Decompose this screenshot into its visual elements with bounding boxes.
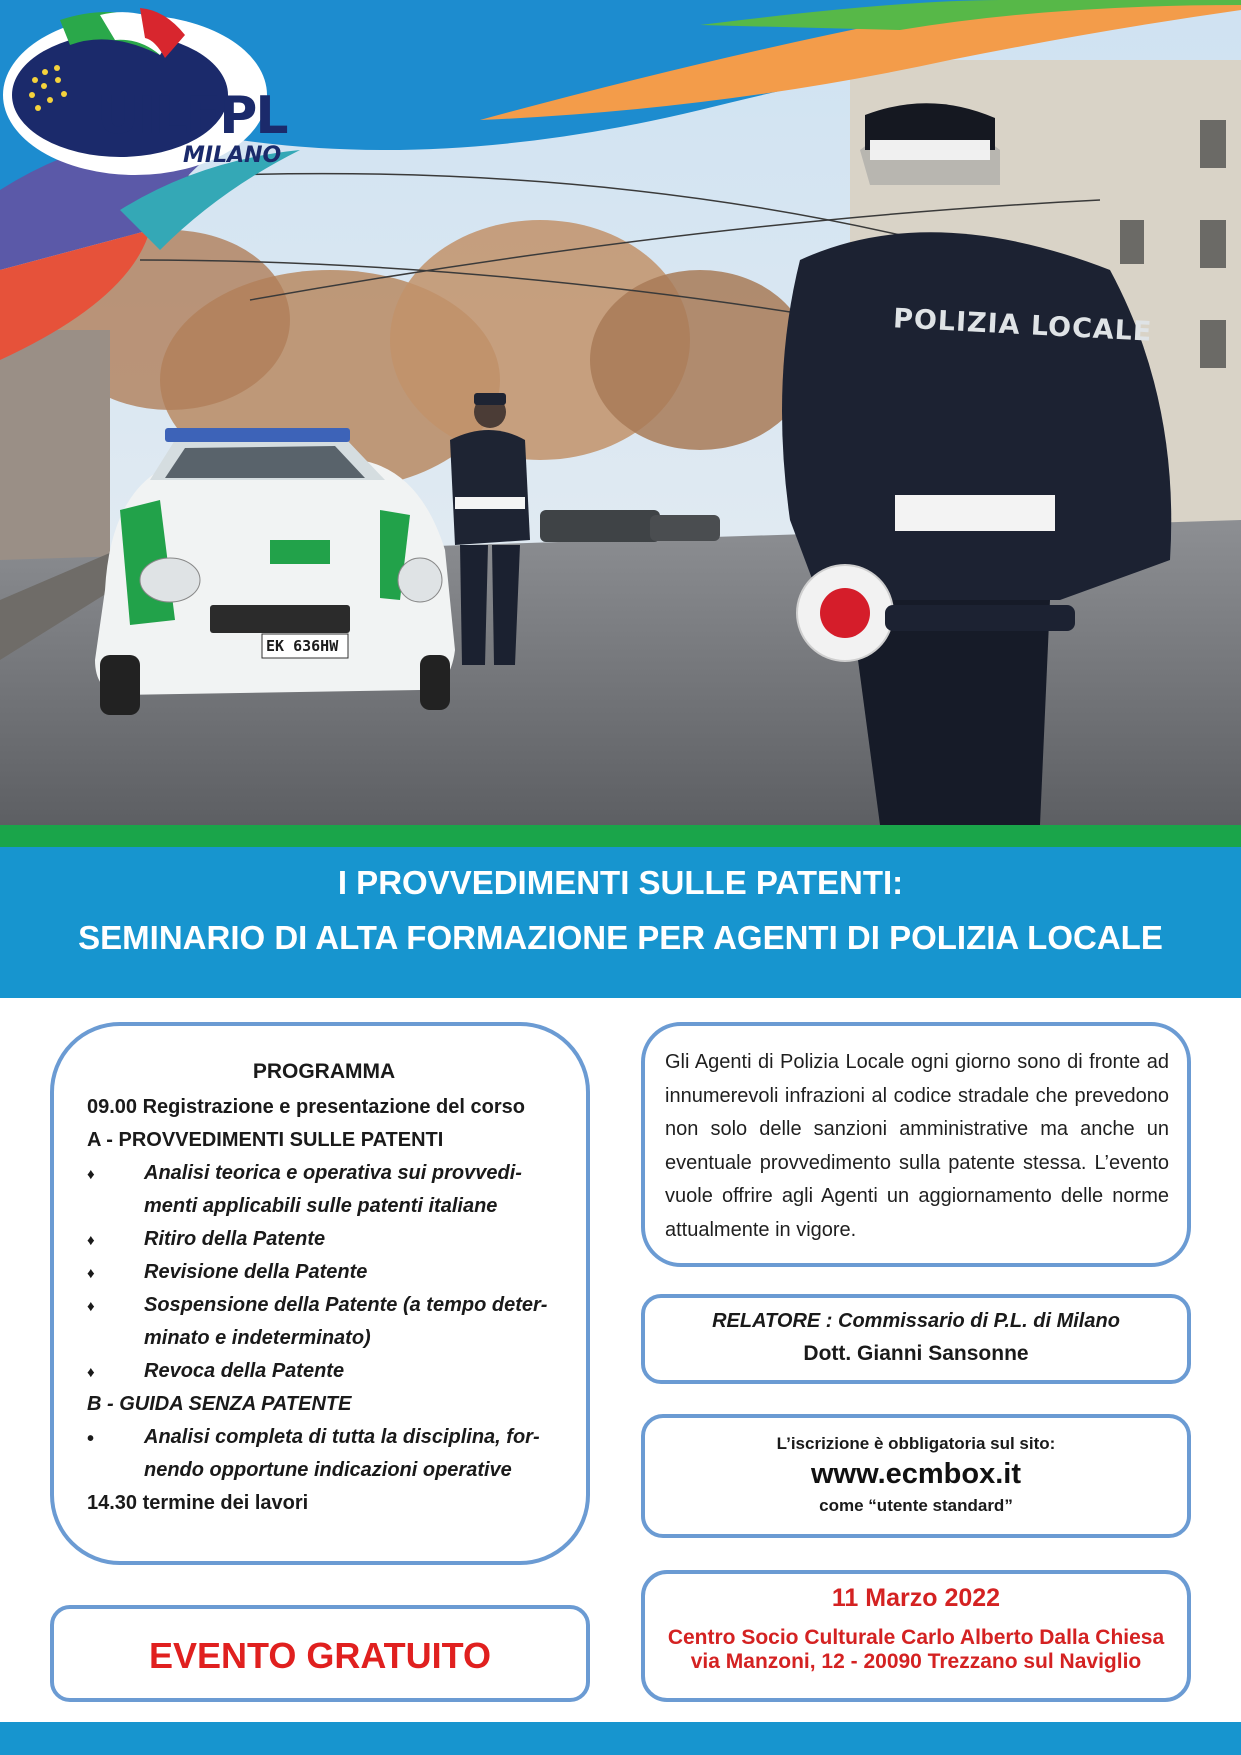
registration-user-type: come “utente standard” bbox=[819, 1496, 1013, 1515]
bullet-icon: ♦ bbox=[87, 1166, 95, 1183]
bottom-band bbox=[0, 1722, 1241, 1755]
program-section-b: B - GUIDA SENZA PATENTE bbox=[87, 1393, 352, 1415]
registration-note: L’iscrizione è obbligatoria sul sito: bbox=[776, 1434, 1056, 1453]
logo-name: UILFPL bbox=[97, 86, 287, 146]
program-item: Revisione della Patente bbox=[144, 1261, 368, 1283]
free-event-box bbox=[50, 1605, 590, 1702]
title-band bbox=[0, 847, 1241, 998]
program-item: Sospensione della Patente (a tempo deter- bbox=[144, 1294, 548, 1316]
bullet-dot-icon: • bbox=[87, 1428, 95, 1450]
bullet-icon: ♦ bbox=[87, 1265, 95, 1282]
registration-box bbox=[641, 1414, 1191, 1538]
program-item: Ritiro della Patente bbox=[144, 1228, 326, 1250]
event-box bbox=[641, 1570, 1191, 1702]
speaker-name: Dott. Gianni Sansonne bbox=[803, 1342, 1029, 1365]
event-address: via Manzoni, 12 - 20090 Trezzano sul Naviglio bbox=[690, 1650, 1142, 1673]
program-item: Analisi teorica e operativa sui provvedi- bbox=[144, 1162, 522, 1184]
green-stripe bbox=[0, 825, 1241, 847]
program-end: 14.30 termine dei lavori bbox=[87, 1492, 309, 1514]
license-plate: EK 636HW bbox=[266, 637, 339, 655]
bullet-icon: ♦ bbox=[87, 1298, 95, 1315]
program-item: menti applicabili sulle patenti italiane bbox=[144, 1195, 498, 1217]
free-event-label: EVENTO GRATUITO bbox=[148, 1635, 492, 1676]
program-item: Revoca della Patente bbox=[144, 1360, 345, 1382]
bullet-icon: ♦ bbox=[87, 1232, 95, 1249]
hero-photo bbox=[0, 0, 1241, 825]
program-item: Analisi completa di tutta la disciplina, for- bbox=[144, 1426, 540, 1448]
logo-city: MILANO bbox=[183, 143, 282, 168]
program-registration: 09.00 Registrazione e presentazione del corso bbox=[87, 1096, 525, 1118]
intro-text: Gli Agenti di Polizia Locale ogni giorno sono di fronte ad innumerevoli infrazioni al codice stradale che prevedono non solo delle sanzioni amministrative ma anche un eventuale provvedimento sulla patente stessa. L’evento vuole offrire agli Agenti un aggiornamento delle norme attualmente in vigore. bbox=[665, 1051, 1169, 1241]
speaker-role: RELATORE : Commissario di P.L. di Milano bbox=[712, 1310, 1120, 1332]
event-venue: Centro Socio Culturale Carlo Alberto Dalla Chiesa bbox=[667, 1626, 1165, 1649]
program-box bbox=[50, 1022, 590, 1565]
speaker-box bbox=[641, 1294, 1191, 1384]
jacket-label: POLIZIA LOCALE bbox=[892, 303, 1154, 348]
intro-box bbox=[641, 1022, 1191, 1267]
program-section-a: A - PROVVEDIMENTI SULLE PATENTI bbox=[87, 1129, 444, 1151]
program-item: nendo opportune indicazioni operative bbox=[144, 1459, 512, 1481]
bullet-icon: ♦ bbox=[87, 1364, 95, 1381]
title-line-1: I PROVVEDIMENTI SULLE PATENTI: bbox=[337, 864, 904, 901]
program-item: minato e indeterminato) bbox=[144, 1327, 371, 1349]
event-date: 11 Marzo 2022 bbox=[831, 1584, 1001, 1612]
title-line-2: SEMINARIO DI ALTA FORMAZIONE PER AGENTI DI POLIZIA LOCALE bbox=[78, 919, 1163, 956]
registration-site-link[interactable]: www.ecmbox.it bbox=[810, 1458, 1022, 1490]
program-heading: PROGRAMMA bbox=[252, 1060, 396, 1083]
event-venue-block bbox=[645, 1626, 1187, 1674]
